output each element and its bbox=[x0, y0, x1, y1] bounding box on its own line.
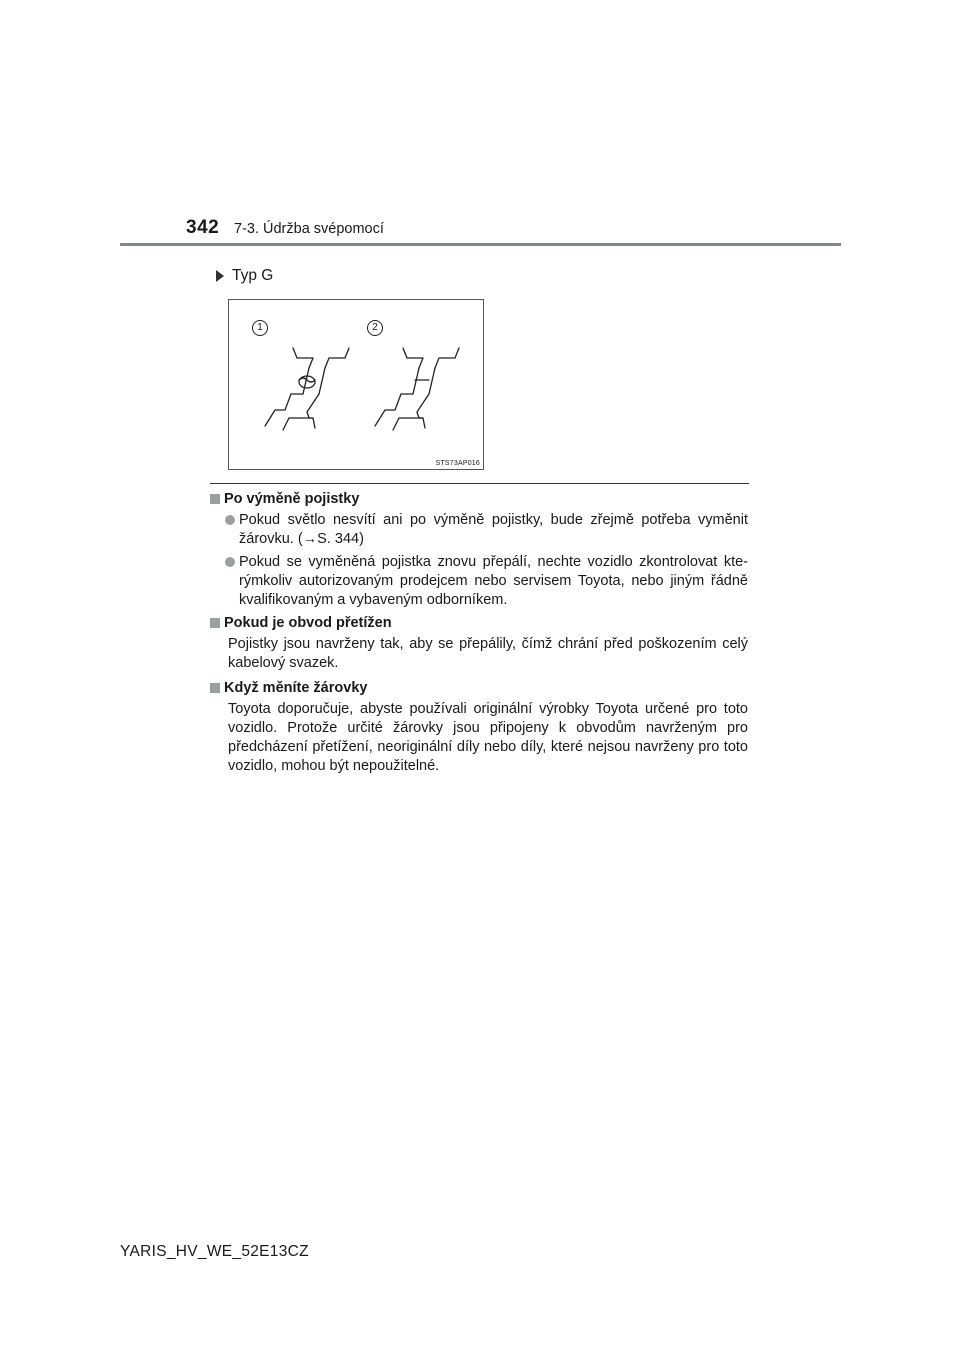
type-heading-label: Typ G bbox=[232, 267, 274, 284]
list-item-text: Pokud se vyměněná pojistka znovu přepálí, nechte vozidlo zkontrolovat kte- rýmkoliv autorizovaným prodejcem nebo servisem Toyota, nebo jiným řádně kvalifikovaným a vybaveným odborníkem. bbox=[239, 554, 748, 608]
content-rule bbox=[210, 483, 749, 484]
fuse-label-2: 2 bbox=[367, 320, 383, 336]
fuse-figure bbox=[228, 299, 484, 470]
fuse-illustration bbox=[229, 300, 485, 471]
subheading-title: Pokud je obvod přetížen bbox=[224, 615, 392, 631]
subheading bbox=[210, 490, 748, 509]
figure-code: STS73AP016 bbox=[435, 460, 480, 467]
type-heading bbox=[216, 267, 273, 285]
list-item bbox=[225, 553, 748, 610]
list-item-text: Pokud světlo nesvítí ani po výměně pojistky, bude zřejmě potřeba vyměnit žárovku. (→S. 344) bbox=[239, 512, 748, 547]
subheading-title: Po výměně pojistky bbox=[224, 491, 360, 507]
subheading-title: Když měníte žárovky bbox=[224, 680, 368, 696]
square-bullet-icon bbox=[210, 494, 220, 504]
triangle-right-icon bbox=[216, 270, 224, 282]
square-bullet-icon bbox=[210, 683, 220, 693]
section-after-fuse-replacement bbox=[210, 490, 748, 610]
subheading bbox=[210, 614, 748, 633]
header-rule bbox=[120, 243, 841, 246]
paragraph: Toyota doporučuje, abyste používali originální výrobky Toyota určené pro toto vozidlo. Protože určité žárovky jsou připojeny k obvodům navrženým pro předcházení přetížení, neoriginální díly nebo díly, které nejsou navrženy pro toto vozidlo, mohou být nepoužitelné. bbox=[228, 701, 748, 774]
fuse-label-1: 1 bbox=[252, 320, 268, 336]
subheading bbox=[210, 679, 748, 698]
page-number: 342 bbox=[186, 217, 220, 238]
round-bullet-icon bbox=[225, 557, 235, 567]
section-title: 7-3. Údržba svépomocí bbox=[234, 221, 384, 237]
section-replacing-bulbs bbox=[210, 679, 748, 776]
content bbox=[210, 490, 748, 782]
footer-doc-code: YARIS_HV_WE_52E13CZ bbox=[120, 1243, 309, 1260]
list-item bbox=[225, 511, 748, 549]
section-circuit-overload bbox=[210, 614, 748, 673]
paragraph: Pojistky jsou navrženy tak, aby se přepálily, čímž chrání před poškozením celý kabelový svazek. bbox=[228, 636, 748, 671]
fuse-good-icon bbox=[375, 348, 459, 430]
fuse-blown-icon bbox=[265, 348, 349, 430]
round-bullet-icon bbox=[225, 515, 235, 525]
square-bullet-icon bbox=[210, 618, 220, 628]
